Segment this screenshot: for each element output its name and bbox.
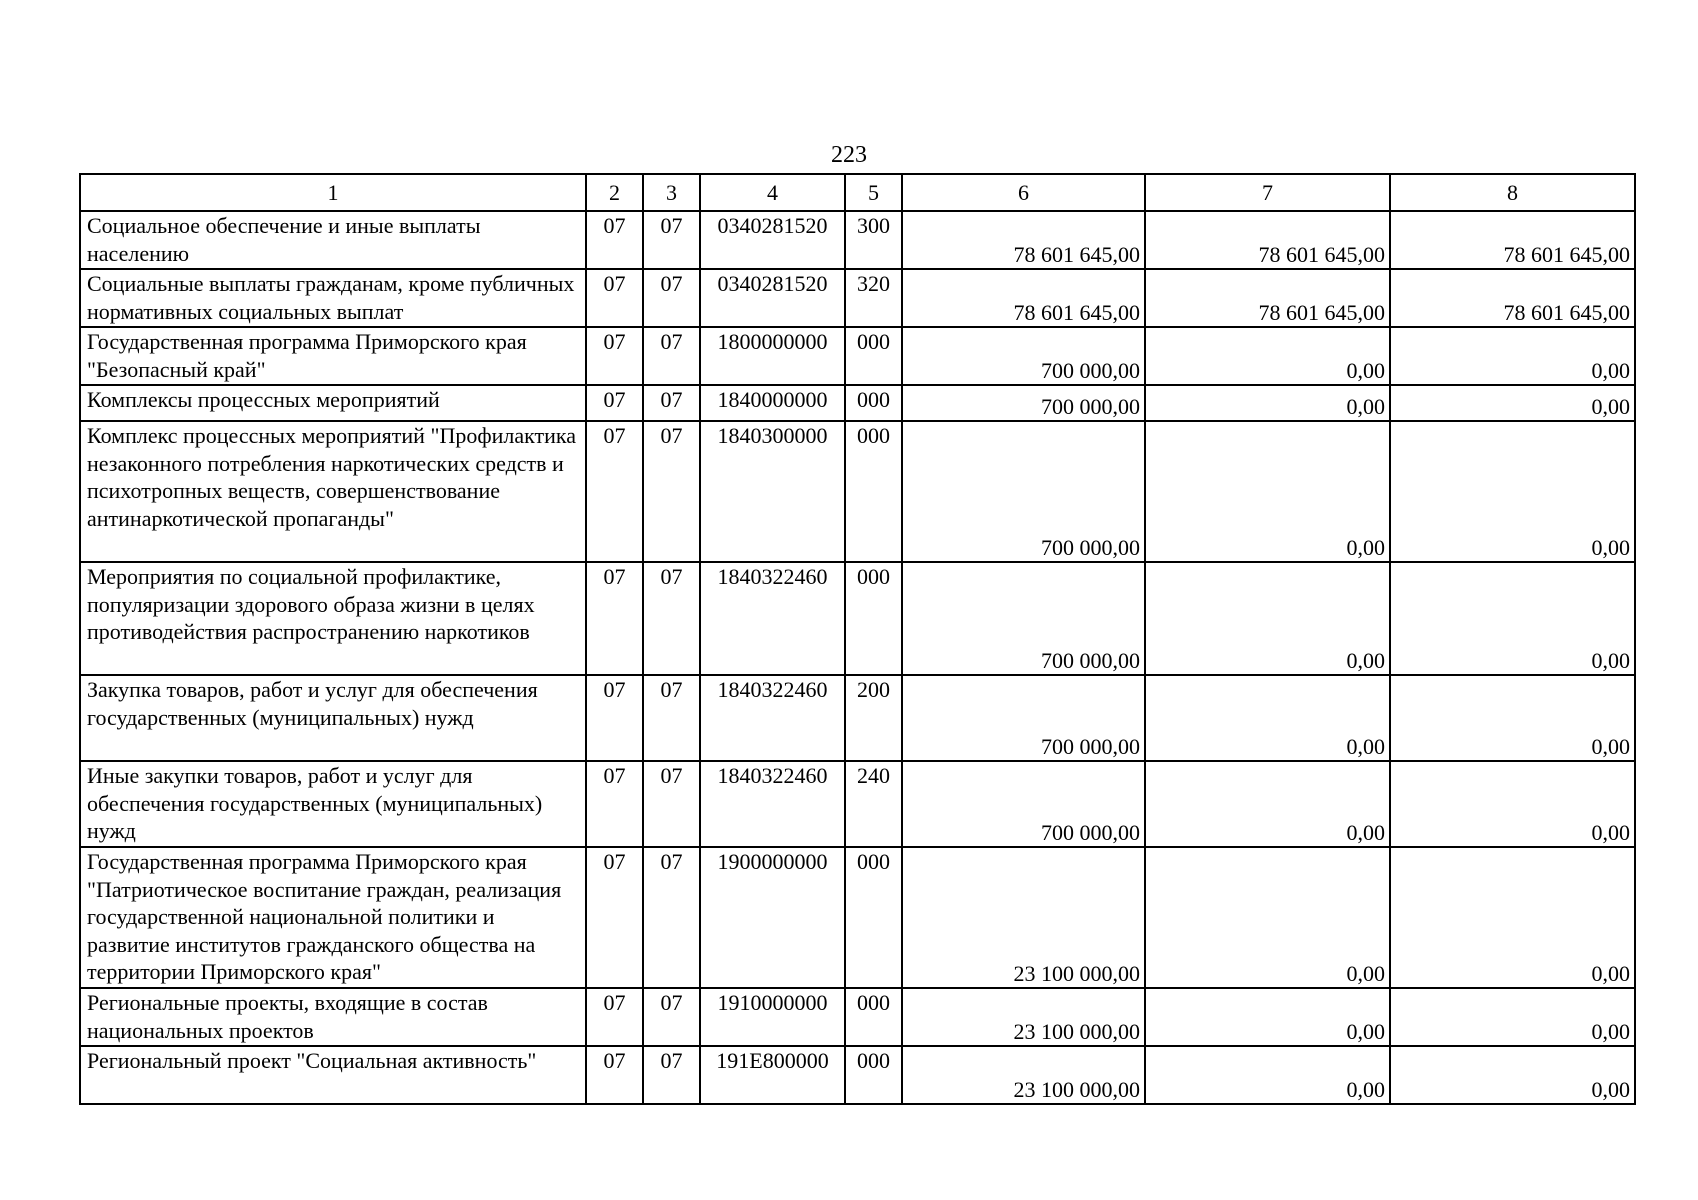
row-expense-type: 000 (845, 562, 902, 675)
row-expense-type: 240 (845, 761, 902, 847)
row-section: 07 (586, 1046, 643, 1104)
row-amount-col7: 0,00 (1145, 988, 1390, 1046)
row-expense-type: 000 (845, 327, 902, 385)
row-section: 07 (586, 562, 643, 675)
table-row (80, 562, 1635, 675)
row-amount-col8: 0,00 (1390, 562, 1635, 675)
row-target-code: 0340281520 (700, 211, 845, 269)
row-target-code: 1840322460 (700, 562, 845, 675)
row-subsection: 07 (643, 761, 700, 847)
row-name: Региональный проект "Социальная активность" (80, 1046, 586, 1104)
column-header: 8 (1390, 174, 1635, 211)
table-row (80, 327, 1635, 385)
row-expense-type: 320 (845, 269, 902, 327)
row-amount-col7: 0,00 (1145, 675, 1390, 761)
row-target-code: 1840322460 (700, 761, 845, 847)
table-row (80, 269, 1635, 327)
row-name: Мероприятия по социальной профилактике, популяризации здорового образа жизни в целях противодействия распространению наркотиков (80, 562, 586, 675)
row-name: Комплексы процессных мероприятий (80, 385, 586, 421)
row-expense-type: 000 (845, 1046, 902, 1104)
table-row (80, 1046, 1635, 1104)
row-section: 07 (586, 211, 643, 269)
row-amount-col7: 0,00 (1145, 385, 1390, 421)
row-amount-col7: 0,00 (1145, 847, 1390, 988)
row-amount-col7: 0,00 (1145, 327, 1390, 385)
row-section: 07 (586, 761, 643, 847)
row-amount-col6: 23 100 000,00 (902, 988, 1145, 1046)
column-header: 4 (700, 174, 845, 211)
row-amount-col8: 0,00 (1390, 675, 1635, 761)
row-expense-type: 000 (845, 847, 902, 988)
row-amount-col8: 0,00 (1390, 385, 1635, 421)
row-section: 07 (586, 421, 643, 562)
row-subsection: 07 (643, 562, 700, 675)
row-name: Социальное обеспечение и иные выплаты населению (80, 211, 586, 269)
table-row (80, 988, 1635, 1046)
row-amount-col6: 700 000,00 (902, 421, 1145, 562)
row-target-code: 1800000000 (700, 327, 845, 385)
row-amount-col6: 700 000,00 (902, 327, 1145, 385)
table-header-row (80, 174, 1635, 211)
row-subsection: 07 (643, 327, 700, 385)
row-name: Государственная программа Приморского края "Безопасный край" (80, 327, 586, 385)
column-header: 5 (845, 174, 902, 211)
page-number: 223 (831, 142, 867, 168)
row-target-code: 1840300000 (700, 421, 845, 562)
row-subsection: 07 (643, 1046, 700, 1104)
row-amount-col6: 700 000,00 (902, 675, 1145, 761)
table-row (80, 421, 1635, 562)
row-subsection: 07 (643, 385, 700, 421)
row-name: Иные закупки товаров, работ и услуг для обеспечения государственных (муниципальных) нужд (80, 761, 586, 847)
budget-table (79, 173, 1636, 1105)
row-subsection: 07 (643, 675, 700, 761)
row-amount-col7: 0,00 (1145, 1046, 1390, 1104)
row-expense-type: 300 (845, 211, 902, 269)
row-amount-col7: 0,00 (1145, 421, 1390, 562)
row-expense-type: 000 (845, 385, 902, 421)
row-amount-col6: 700 000,00 (902, 562, 1145, 675)
row-amount-col8: 0,00 (1390, 421, 1635, 562)
row-amount-col8: 0,00 (1390, 988, 1635, 1046)
row-name: Закупка товаров, работ и услуг для обеспечения государственных (муниципальных) нужд (80, 675, 586, 761)
row-amount-col6: 23 100 000,00 (902, 1046, 1145, 1104)
row-expense-type: 200 (845, 675, 902, 761)
row-amount-col7: 0,00 (1145, 562, 1390, 675)
row-amount-col8: 0,00 (1390, 327, 1635, 385)
row-name: Социальные выплаты гражданам, кроме публичных нормативных социальных выплат (80, 269, 586, 327)
row-amount-col8: 78 601 645,00 (1390, 269, 1635, 327)
row-target-code: 0340281520 (700, 269, 845, 327)
column-header: 2 (586, 174, 643, 211)
table-row (80, 847, 1635, 988)
row-subsection: 07 (643, 421, 700, 562)
column-header: 3 (643, 174, 700, 211)
column-header: 1 (80, 174, 586, 211)
row-section: 07 (586, 385, 643, 421)
row-amount-col8: 0,00 (1390, 847, 1635, 988)
row-amount-col8: 0,00 (1390, 761, 1635, 847)
row-amount-col6: 23 100 000,00 (902, 847, 1145, 988)
row-expense-type: 000 (845, 988, 902, 1046)
row-target-code: 1840322460 (700, 675, 845, 761)
row-amount-col8: 78 601 645,00 (1390, 211, 1635, 269)
row-amount-col6: 700 000,00 (902, 385, 1145, 421)
row-subsection: 07 (643, 988, 700, 1046)
row-target-code: 191E800000 (700, 1046, 845, 1104)
row-section: 07 (586, 269, 643, 327)
row-subsection: 07 (643, 269, 700, 327)
row-amount-col6: 78 601 645,00 (902, 269, 1145, 327)
row-amount-col7: 78 601 645,00 (1145, 269, 1390, 327)
row-section: 07 (586, 847, 643, 988)
row-target-code: 1840000000 (700, 385, 845, 421)
row-subsection: 07 (643, 211, 700, 269)
table-row (80, 675, 1635, 761)
row-amount-col6: 700 000,00 (902, 761, 1145, 847)
row-expense-type: 000 (845, 421, 902, 562)
row-name: Комплекс процессных мероприятий "Профилактика незаконного потребления наркотических средств и психотропных веществ, совершенствование антинаркотической пропаганды" (80, 421, 586, 562)
row-amount-col8: 0,00 (1390, 1046, 1635, 1104)
row-section: 07 (586, 988, 643, 1046)
row-name: Региональные проекты, входящие в состав национальных проектов (80, 988, 586, 1046)
row-target-code: 1910000000 (700, 988, 845, 1046)
row-name: Государственная программа Приморского края "Патриотическое воспитание граждан, реализация государственной национальной политики и развитие институтов гражданского общества на территории Приморского края" (80, 847, 586, 988)
row-amount-col7: 78 601 645,00 (1145, 211, 1390, 269)
row-amount-col7: 0,00 (1145, 761, 1390, 847)
row-target-code: 1900000000 (700, 847, 845, 988)
row-amount-col6: 78 601 645,00 (902, 211, 1145, 269)
table-row (80, 385, 1635, 421)
row-section: 07 (586, 675, 643, 761)
table-row (80, 761, 1635, 847)
row-subsection: 07 (643, 847, 700, 988)
row-section: 07 (586, 327, 643, 385)
column-header: 6 (902, 174, 1145, 211)
column-header: 7 (1145, 174, 1390, 211)
table-row (80, 211, 1635, 269)
